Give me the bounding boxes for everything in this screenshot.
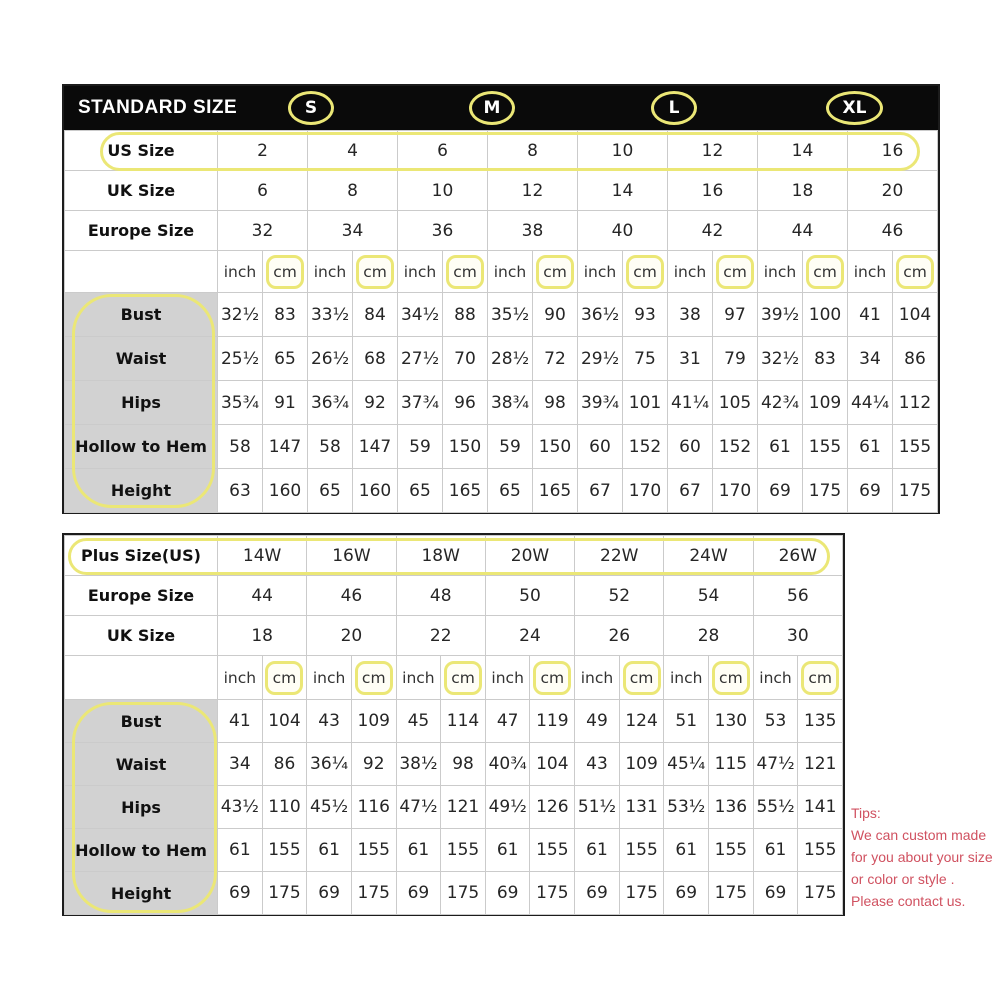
cm-highlight-chip: cm — [626, 255, 664, 289]
table-row — [65, 616, 843, 656]
table-cell: 155 — [709, 829, 754, 872]
standard-size-grid — [64, 130, 938, 513]
measurement-row-label: Hips — [65, 381, 218, 425]
table-cell: 35¾ — [218, 381, 263, 425]
table-cell: 22W — [575, 536, 664, 576]
table-cell: 175 — [619, 872, 664, 915]
table-row — [65, 211, 938, 251]
table-cell: 65 — [263, 337, 308, 381]
table-cell: 39½ — [758, 293, 803, 337]
table-cell: 150 — [443, 425, 488, 469]
table-cell: 136 — [709, 786, 754, 829]
cm-highlight-chip: cm — [712, 661, 750, 695]
table-cell: 83 — [803, 337, 848, 381]
cm-highlight-chip: cm — [446, 255, 484, 289]
table-cell: 63 — [218, 469, 263, 513]
tips-line: for you about your size — [851, 849, 993, 865]
cm-highlight-chip: cm — [896, 255, 934, 289]
table-cell: 18W — [396, 536, 485, 576]
table-cell: 67 — [668, 469, 713, 513]
table-cell: 43 — [575, 743, 620, 786]
size-badge-xl-circle — [826, 91, 883, 125]
table-cell: 115 — [709, 743, 754, 786]
table-cell: 39¾ — [578, 381, 623, 425]
inch-unit-cell: inch — [307, 656, 352, 700]
table-cell: 22 — [396, 616, 485, 656]
table-cell: 135 — [798, 700, 843, 743]
table-cell: 51 — [664, 700, 709, 743]
table-cell: 12 — [668, 131, 758, 171]
table-cell: 61 — [575, 829, 620, 872]
table-cell: 109 — [351, 700, 396, 743]
inch-unit-cell: inch — [758, 251, 803, 293]
table-cell: 58 — [218, 425, 263, 469]
table-cell: 14W — [218, 536, 307, 576]
table-cell: 98 — [441, 743, 486, 786]
table-cell: 36½ — [578, 293, 623, 337]
inch-unit-cell: inch — [485, 656, 530, 700]
size-badge-l-circle — [651, 91, 697, 125]
table-cell: 119 — [530, 700, 575, 743]
table-cell: 96 — [443, 381, 488, 425]
table-cell: 65 — [308, 469, 353, 513]
table-cell: 69 — [758, 469, 803, 513]
table-cell: 93 — [623, 293, 668, 337]
table-row — [65, 743, 843, 786]
table-cell: 32 — [218, 211, 308, 251]
row-label: Europe Size — [65, 211, 218, 251]
table-cell: 14 — [758, 131, 848, 171]
table-cell: 69 — [307, 872, 352, 915]
table-cell: 47½ — [396, 786, 441, 829]
cm-highlight-chip: cm — [355, 661, 393, 695]
table-cell: 26½ — [308, 337, 353, 381]
table-cell: 155 — [351, 829, 396, 872]
table-cell: 152 — [713, 425, 758, 469]
table-cell: 10 — [578, 131, 668, 171]
measurement-row-label: Height — [65, 469, 218, 513]
table-cell: 92 — [351, 743, 396, 786]
table-cell: 160 — [263, 469, 308, 513]
table-row — [65, 337, 938, 381]
table-cell: 58 — [308, 425, 353, 469]
table-cell: 59 — [488, 425, 533, 469]
table-cell: 46 — [307, 576, 396, 616]
table-cell: 8 — [488, 131, 578, 171]
table-row — [65, 829, 843, 872]
table-cell: 47½ — [753, 743, 798, 786]
table-cell: 84 — [353, 293, 398, 337]
cm-highlight-chip: cm — [536, 255, 574, 289]
plus-size-table — [62, 533, 845, 916]
plus-size-grid — [64, 535, 843, 915]
table-cell: 53 — [753, 700, 798, 743]
unit-header-row — [65, 656, 843, 700]
table-row — [65, 171, 938, 211]
table-cell: 20 — [848, 171, 938, 211]
empty-corner-cell — [65, 656, 218, 700]
inch-unit-cell: inch — [848, 251, 893, 293]
table-row — [65, 131, 938, 171]
row-label: US Size — [65, 131, 218, 171]
table-cell: 141 — [798, 786, 843, 829]
table-cell: 72 — [533, 337, 578, 381]
table-cell: 155 — [441, 829, 486, 872]
table-cell: 91 — [263, 381, 308, 425]
measurement-row-label: Bust — [65, 700, 218, 743]
table-cell: 18 — [218, 616, 307, 656]
table-cell: 147 — [263, 425, 308, 469]
cm-unit-cell — [619, 656, 664, 700]
table-cell: 130 — [709, 700, 754, 743]
table-cell: 45¼ — [664, 743, 709, 786]
table-cell: 60 — [668, 425, 713, 469]
cm-highlight-chip: cm — [716, 255, 754, 289]
table-cell: 88 — [443, 293, 488, 337]
table-cell: 6 — [218, 171, 308, 211]
table-cell: 28 — [664, 616, 753, 656]
cm-highlight-chip: cm — [266, 255, 304, 289]
row-label: Plus Size(US) — [65, 536, 218, 576]
standard-size-table — [62, 84, 940, 514]
size-badge-s-circle — [288, 91, 334, 125]
cm-unit-cell — [709, 656, 754, 700]
table-cell: 16 — [848, 131, 938, 171]
table-cell: 69 — [396, 872, 441, 915]
standard-size-title: STANDARD SIZE — [78, 97, 238, 118]
table-cell: 34 — [218, 743, 263, 786]
table-cell: 34½ — [398, 293, 443, 337]
table-cell: 51½ — [575, 786, 620, 829]
table-cell: 40¾ — [485, 743, 530, 786]
table-cell: 24 — [485, 616, 574, 656]
table-cell: 16W — [307, 536, 396, 576]
measurement-row-label: Bust — [65, 293, 218, 337]
size-badge-m-label: M — [483, 98, 501, 118]
table-cell: 24W — [664, 536, 753, 576]
table-cell: 110 — [262, 786, 307, 829]
table-cell: 49½ — [485, 786, 530, 829]
table-cell: 32½ — [218, 293, 263, 337]
table-cell: 32½ — [758, 337, 803, 381]
table-cell: 155 — [803, 425, 848, 469]
table-cell: 175 — [893, 469, 938, 513]
table-cell: 41 — [848, 293, 893, 337]
row-label: Europe Size — [65, 576, 218, 616]
table-cell: 112 — [893, 381, 938, 425]
table-cell: 40 — [578, 211, 668, 251]
table-cell: 34 — [308, 211, 398, 251]
table-cell: 43½ — [218, 786, 263, 829]
table-cell: 175 — [530, 872, 575, 915]
cm-highlight-chip: cm — [444, 661, 482, 695]
table-cell: 49 — [575, 700, 620, 743]
table-cell: 48 — [396, 576, 485, 616]
table-cell: 20 — [307, 616, 396, 656]
inch-unit-cell: inch — [753, 656, 798, 700]
table-cell: 45 — [396, 700, 441, 743]
inch-unit-cell: inch — [668, 251, 713, 293]
inch-unit-cell: inch — [396, 656, 441, 700]
cm-unit-cell — [263, 251, 308, 293]
tips-note — [851, 802, 1000, 912]
table-row — [65, 469, 938, 513]
cm-highlight-chip: cm — [533, 661, 571, 695]
table-cell: 38¾ — [488, 381, 533, 425]
measurement-row-label: Hollow to Hem — [65, 425, 218, 469]
standard-size-header — [64, 86, 938, 130]
table-cell: 12 — [488, 171, 578, 211]
table-cell: 16 — [668, 171, 758, 211]
table-cell: 44 — [218, 576, 307, 616]
cm-highlight-chip: cm — [265, 661, 303, 695]
table-cell: 165 — [443, 469, 488, 513]
cm-unit-cell — [623, 251, 668, 293]
cm-unit-cell — [803, 251, 848, 293]
table-cell: 170 — [713, 469, 758, 513]
cm-unit-cell — [893, 251, 938, 293]
table-cell: 61 — [396, 829, 441, 872]
size-badge-l-label: L — [668, 98, 680, 118]
cm-highlight-chip: cm — [806, 255, 844, 289]
table-cell: 67 — [578, 469, 623, 513]
table-row — [65, 293, 938, 337]
table-cell: 101 — [623, 381, 668, 425]
table-cell: 55½ — [753, 786, 798, 829]
size-badge-s-label: S — [304, 98, 318, 118]
table-cell: 86 — [262, 743, 307, 786]
table-cell: 4 — [308, 131, 398, 171]
table-cell: 41 — [218, 700, 263, 743]
table-cell: 38½ — [396, 743, 441, 786]
cm-unit-cell — [443, 251, 488, 293]
table-cell: 61 — [307, 829, 352, 872]
inch-unit-cell: inch — [488, 251, 533, 293]
table-cell: 124 — [619, 700, 664, 743]
table-cell: 29½ — [578, 337, 623, 381]
table-cell: 61 — [753, 829, 798, 872]
table-cell: 155 — [893, 425, 938, 469]
table-cell: 109 — [803, 381, 848, 425]
cm-unit-cell — [530, 656, 575, 700]
table-cell: 59 — [398, 425, 443, 469]
table-cell: 61 — [848, 425, 893, 469]
table-cell: 69 — [664, 872, 709, 915]
table-cell: 104 — [893, 293, 938, 337]
table-row — [65, 786, 843, 829]
table-cell: 69 — [848, 469, 893, 513]
table-cell: 155 — [798, 829, 843, 872]
table-cell: 121 — [798, 743, 843, 786]
table-cell: 61 — [218, 829, 263, 872]
table-cell: 69 — [575, 872, 620, 915]
table-cell: 97 — [713, 293, 758, 337]
table-cell: 175 — [803, 469, 848, 513]
unit-header-row — [65, 251, 938, 293]
cm-unit-cell — [441, 656, 486, 700]
table-cell: 155 — [262, 829, 307, 872]
table-cell: 65 — [488, 469, 533, 513]
table-cell: 147 — [353, 425, 398, 469]
table-cell: 35½ — [488, 293, 533, 337]
table-cell: 116 — [351, 786, 396, 829]
table-cell: 175 — [709, 872, 754, 915]
measurement-row-label: Height — [65, 872, 218, 915]
tips-title: Tips: — [851, 805, 881, 821]
table-cell: 45½ — [307, 786, 352, 829]
table-cell: 61 — [664, 829, 709, 872]
table-cell: 121 — [441, 786, 486, 829]
table-cell: 131 — [619, 786, 664, 829]
cm-unit-cell — [353, 251, 398, 293]
table-cell: 26W — [753, 536, 842, 576]
table-cell: 175 — [798, 872, 843, 915]
tips-line: We can custom made — [851, 827, 987, 843]
table-cell: 41¼ — [668, 381, 713, 425]
cm-highlight-chip: cm — [356, 255, 394, 289]
table-cell: 100 — [803, 293, 848, 337]
table-cell: 47 — [485, 700, 530, 743]
table-cell: 155 — [530, 829, 575, 872]
cm-unit-cell — [533, 251, 578, 293]
row-label: UK Size — [65, 171, 218, 211]
table-cell: 42 — [668, 211, 758, 251]
cm-unit-cell — [713, 251, 758, 293]
inch-unit-cell: inch — [218, 656, 263, 700]
table-cell: 28½ — [488, 337, 533, 381]
table-cell: 36¼ — [307, 743, 352, 786]
table-cell: 27½ — [398, 337, 443, 381]
cm-unit-cell — [351, 656, 396, 700]
table-cell: 79 — [713, 337, 758, 381]
table-cell: 165 — [533, 469, 578, 513]
table-cell: 150 — [533, 425, 578, 469]
empty-corner-cell — [65, 251, 218, 293]
table-cell: 18 — [758, 171, 848, 211]
measurement-row-label: Waist — [65, 337, 218, 381]
table-row — [65, 425, 938, 469]
table-row — [65, 381, 938, 425]
table-cell: 43 — [307, 700, 352, 743]
table-cell: 105 — [713, 381, 758, 425]
table-cell: 50 — [485, 576, 574, 616]
table-cell: 83 — [263, 293, 308, 337]
table-row — [65, 872, 843, 915]
table-cell: 2 — [218, 131, 308, 171]
table-cell: 152 — [623, 425, 668, 469]
table-row — [65, 536, 843, 576]
table-cell: 155 — [619, 829, 664, 872]
table-cell: 33½ — [308, 293, 353, 337]
size-badge-m-circle — [469, 91, 515, 125]
table-cell: 70 — [443, 337, 488, 381]
table-cell: 46 — [848, 211, 938, 251]
table-row — [65, 576, 843, 616]
table-cell: 175 — [351, 872, 396, 915]
table-cell: 92 — [353, 381, 398, 425]
table-cell: 30 — [753, 616, 842, 656]
table-cell: 37¾ — [398, 381, 443, 425]
table-cell: 68 — [353, 337, 398, 381]
table-cell: 36 — [398, 211, 488, 251]
table-cell: 175 — [441, 872, 486, 915]
table-cell: 25½ — [218, 337, 263, 381]
table-cell: 170 — [623, 469, 668, 513]
table-cell: 69 — [218, 872, 263, 915]
table-cell: 61 — [758, 425, 803, 469]
inch-unit-cell: inch — [575, 656, 620, 700]
table-row — [65, 700, 843, 743]
table-cell: 61 — [485, 829, 530, 872]
table-cell: 104 — [530, 743, 575, 786]
table-cell: 6 — [398, 131, 488, 171]
table-cell: 69 — [753, 872, 798, 915]
table-cell: 34 — [848, 337, 893, 381]
inch-unit-cell: inch — [578, 251, 623, 293]
table-cell: 98 — [533, 381, 578, 425]
table-cell: 160 — [353, 469, 398, 513]
table-cell: 36¾ — [308, 381, 353, 425]
table-cell: 54 — [664, 576, 753, 616]
table-cell: 60 — [578, 425, 623, 469]
table-cell: 126 — [530, 786, 575, 829]
table-cell: 20W — [485, 536, 574, 576]
table-cell: 65 — [398, 469, 443, 513]
table-cell: 26 — [575, 616, 664, 656]
measurement-row-label: Waist — [65, 743, 218, 786]
table-cell: 52 — [575, 576, 664, 616]
table-cell: 14 — [578, 171, 668, 211]
table-cell: 31 — [668, 337, 713, 381]
table-cell: 42¾ — [758, 381, 803, 425]
cm-unit-cell — [798, 656, 843, 700]
table-cell: 75 — [623, 337, 668, 381]
table-cell: 90 — [533, 293, 578, 337]
table-cell: 44 — [758, 211, 848, 251]
measurement-row-label: Hips — [65, 786, 218, 829]
inch-unit-cell: inch — [664, 656, 709, 700]
size-badge-xl-label: XL — [842, 98, 867, 118]
table-cell: 114 — [441, 700, 486, 743]
inch-unit-cell: inch — [218, 251, 263, 293]
inch-unit-cell: inch — [398, 251, 443, 293]
table-cell: 104 — [262, 700, 307, 743]
cm-unit-cell — [262, 656, 307, 700]
table-cell: 38 — [488, 211, 578, 251]
table-cell: 69 — [485, 872, 530, 915]
table-cell: 8 — [308, 171, 398, 211]
table-cell: 53½ — [664, 786, 709, 829]
table-cell: 10 — [398, 171, 488, 211]
table-cell: 44¼ — [848, 381, 893, 425]
tips-line: Please contact us. — [851, 893, 966, 909]
table-cell: 86 — [893, 337, 938, 381]
row-label: UK Size — [65, 616, 218, 656]
cm-highlight-chip: cm — [623, 661, 661, 695]
table-cell: 56 — [753, 576, 842, 616]
cm-highlight-chip: cm — [801, 661, 839, 695]
table-cell: 109 — [619, 743, 664, 786]
table-cell: 175 — [262, 872, 307, 915]
inch-unit-cell: inch — [308, 251, 353, 293]
tips-line: or color or style . — [851, 871, 955, 887]
measurement-row-label: Hollow to Hem — [65, 829, 218, 872]
table-cell: 38 — [668, 293, 713, 337]
